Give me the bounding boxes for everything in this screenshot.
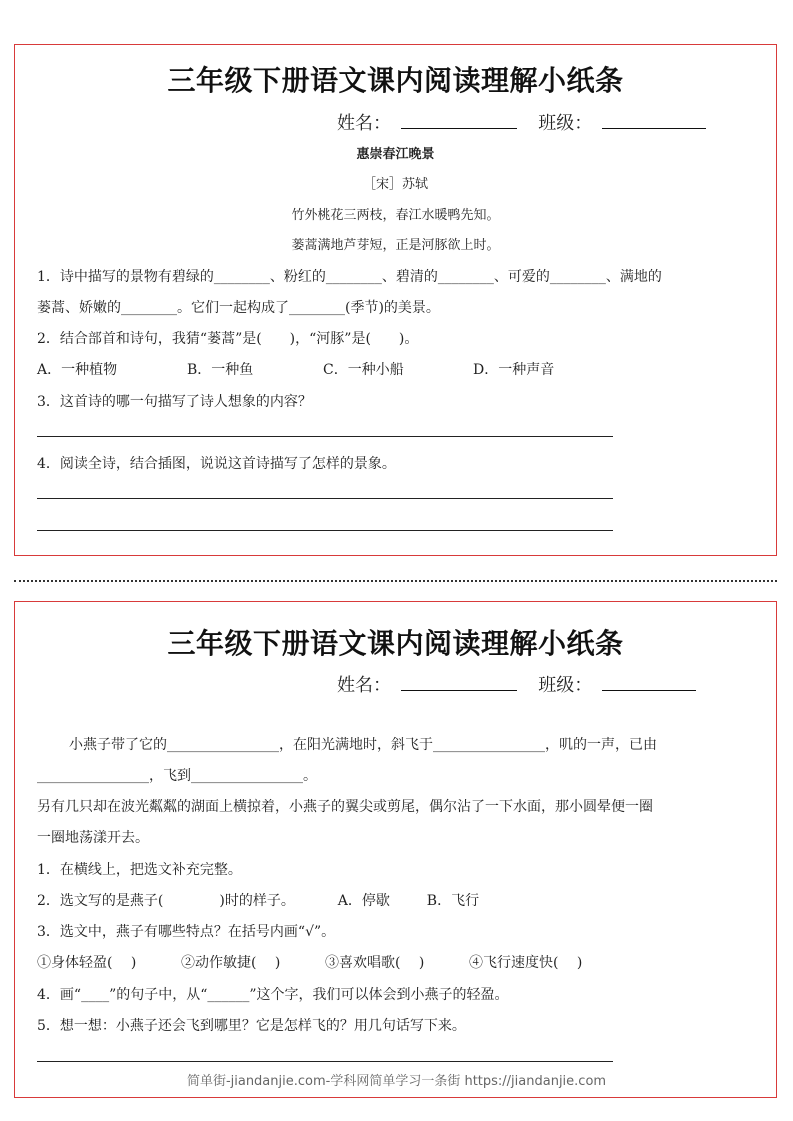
name-field[interactable] xyxy=(401,672,517,691)
poem-author: ［宋］苏轼 xyxy=(362,177,428,192)
name-class-row xyxy=(337,671,696,697)
passage-line-4: 一圈地荡漾开去。 xyxy=(37,830,149,846)
question-1-line-2: 蒌蒿、娇嫩的________。它们一起构成了________(季节)的美景。 xyxy=(37,300,440,316)
class-field[interactable] xyxy=(602,110,706,129)
answer-line[interactable] xyxy=(37,498,613,499)
poem-title: 惠崇春江晚景 xyxy=(356,147,435,162)
question-3-items xyxy=(37,952,582,972)
question-5: 5．想一想：小燕子还会飞到哪里？它是怎样飞的？用几句话写下来。 xyxy=(37,1018,466,1034)
class-label: 班级： xyxy=(538,113,593,134)
answer-line[interactable] xyxy=(37,436,613,437)
option-b[interactable]: B．一种鱼 xyxy=(187,362,254,378)
option-a[interactable]: A．停歇 xyxy=(337,893,390,909)
poem-line-2: 蒌蒿满地芦芽短，正是河豚欲上时。 xyxy=(291,238,500,253)
card-title: 三年级下册语文课内阅读理解小纸条 xyxy=(167,627,624,660)
trait-item[interactable]: ④飞行速度快( ) xyxy=(469,955,583,971)
option-c[interactable]: C．一种小船 xyxy=(323,362,404,378)
card-title: 三年级下册语文课内阅读理解小纸条 xyxy=(167,64,624,97)
passage-line-1: 小燕子带了它的________________，在阳光满地时，斜飞于________________，叽的一声，已由 xyxy=(69,737,657,753)
question-4: 4．阅读全诗，结合插图，说说这首诗描写了怎样的景象。 xyxy=(37,456,396,472)
trait-item[interactable]: ①身体轻盈( ) xyxy=(37,955,137,971)
question-4: 4．画“____”的句子中，从“______”这个字，我们可以体会到小燕子的轻盈。 xyxy=(37,987,509,1003)
class-field[interactable] xyxy=(602,672,696,691)
trait-item[interactable]: ③喜欢唱歌( ) xyxy=(325,955,425,971)
name-field[interactable] xyxy=(401,110,517,129)
question-1-line-1: 1．诗中描写的景物有碧绿的________、粉红的________、碧清的________、可爱的________、满地的 xyxy=(37,269,662,285)
worksheet-card-2 xyxy=(14,601,777,1098)
cut-line-divider xyxy=(14,580,777,582)
question-1: 1．在横线上，把选文补充完整。 xyxy=(37,862,242,878)
question-2: 2．选文写的是燕子( )时的样子。 xyxy=(37,893,295,909)
option-d[interactable]: D．一种声音 xyxy=(473,362,555,378)
page-footer: 简单街-jiandanjie.com-学科网简单学习一条街 https://jiandanjie.com xyxy=(186,1074,607,1089)
name-class-row xyxy=(337,109,706,135)
option-a[interactable]: A．一种植物 xyxy=(37,362,118,378)
answer-line[interactable] xyxy=(37,530,613,531)
question-3: 3．选文中，燕子有哪些特点？在括号内画“√”。 xyxy=(37,924,336,940)
question-2-row xyxy=(37,890,479,910)
class-label: 班级： xyxy=(538,675,593,696)
passage-line-2: ________________，飞到________________。 xyxy=(37,768,317,784)
worksheet-card-1 xyxy=(14,44,777,556)
name-label: 姓名： xyxy=(337,675,391,696)
question-2-options xyxy=(37,359,554,379)
poem-line-1: 竹外桃花三两枝，春江水暖鸭先知。 xyxy=(291,208,500,223)
question-2: 2．结合部首和诗句，我猜“蒌蒿”是( )，“河豚”是( )。 xyxy=(37,331,419,347)
option-b[interactable]: B．飞行 xyxy=(426,893,480,909)
trait-item[interactable]: ②动作敏捷( ) xyxy=(181,955,281,971)
name-label: 姓名： xyxy=(337,113,391,134)
passage-line-3: 另有几只却在波光粼粼的湖面上横掠着，小燕子的翼尖或剪尾，偶尔沾了一下水面，那小圆晕便一圈 xyxy=(37,799,653,815)
answer-line[interactable] xyxy=(37,1061,613,1062)
question-3: 3．这首诗的哪一句描写了诗人想象的内容？ xyxy=(37,394,312,410)
